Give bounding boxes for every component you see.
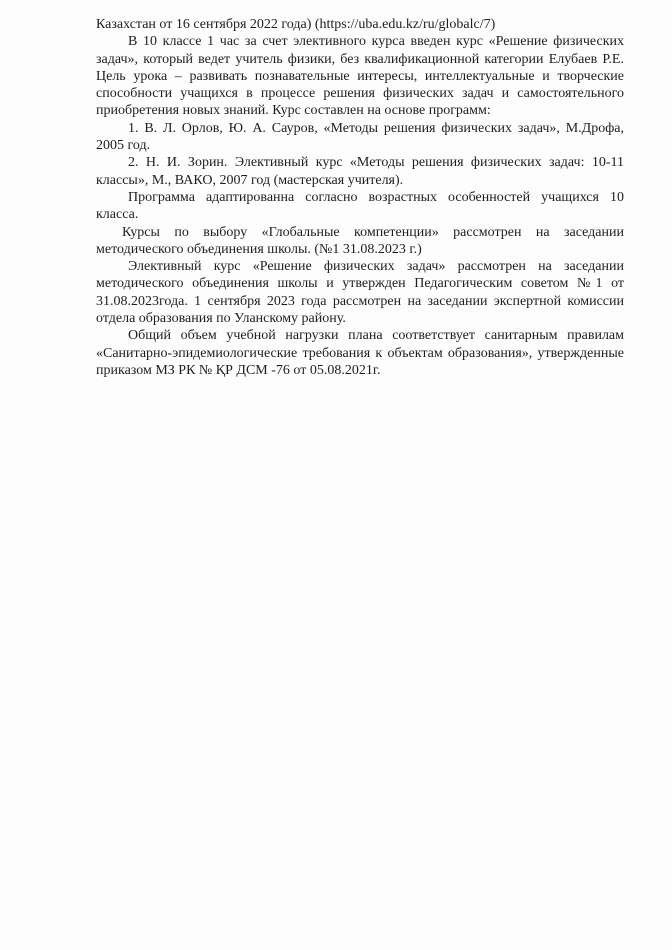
paragraph-workload: Общий объем учебной нагрузки плана соответствует санитарным правилам «Санитарно-эпидемиологические требования к объектам образования», утвержденные приказом МЗ РК № ҚР ДСМ -76 от 05.08.2021г.: [96, 328, 624, 378]
paragraph-adaptation: Программа адаптированна согласно возрастных особенностей учащихся 10 класса.: [96, 189, 624, 223]
paragraph-reference-continuation: Казахстан от 16 сентября 2022 года) (https://uba.edu.kz/ru/globalc/7): [96, 17, 496, 32]
paragraph-global-competencies: Курсы по выбору «Глобальные компетенции» рассмотрен на заседании методического объединения школы. (№1 31.08.2023 г.): [96, 224, 624, 257]
paragraph-approval: Элективный курс «Решение физических задач» рассмотрен на заседании методического объединения школы и утвержден Педагогическим советом №1 от 31.08.2023года. 1 сентября 2023 года рассмотрен на заседании экспертной комиссии отдела образования по Уланскому району.: [96, 259, 624, 327]
document-body: [96, 16, 624, 379]
paragraph-elective-course: В 10 классе 1 час за счет элективного курса введен курс «Решение физических задач», который ведет учитель физики, без квалификационной категории Елубаев Р.Е. Цель урока – развивать познавательные интересы, интеллектуальные и творческие способности учащихся в процессе решения физических задач и самостоятельного приобретения новых знаний. Курс составлен на основе программ:: [96, 34, 624, 119]
paragraph-program-source-1: 1. В. Л. Орлов, Ю. А. Сауров, «Методы решения физических задач», М.Дрофа, 2005 год.: [96, 120, 624, 154]
paragraph-program-source-2: 2. Н. И. Зорин. Элективный курс «Методы решения физических задач: 10-11 классы», М., ВАКО, 2007 год (мастерская учителя).: [96, 155, 624, 188]
